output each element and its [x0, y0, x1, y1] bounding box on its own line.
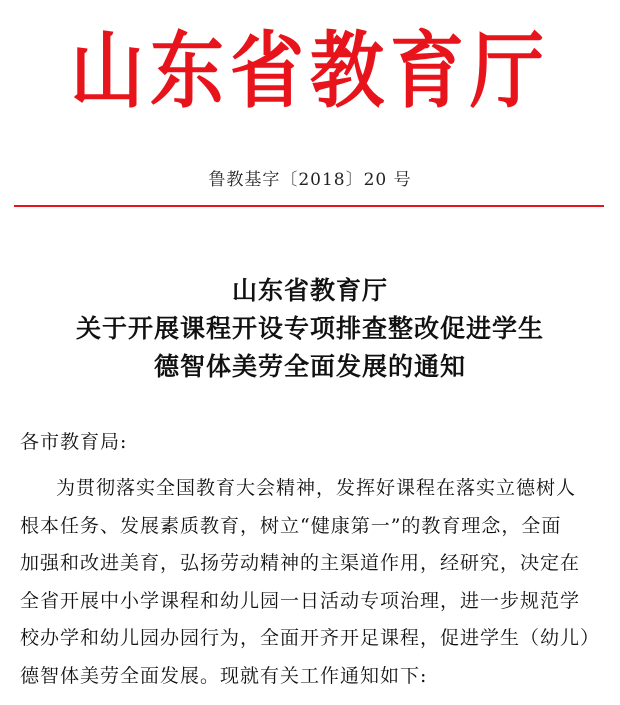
paragraph-line: 校办学和幼儿园办园行为，全面开齐开足课程，促进学生（幼儿）: [20, 627, 601, 649]
body-paragraph: [20, 470, 614, 695]
document-number: 鲁教基字〔2018〕20 号: [208, 170, 412, 190]
paragraph-line: 根本任务、发展素质教育，树立“健康第一”的教育理念，全面: [20, 514, 562, 537]
issuer-masthead: 山东省教育厅: [70, 23, 550, 120]
paragraph-line: 德智体美劳全面发展。现就有关工作通知如下:: [20, 664, 428, 687]
salutation: 各市教育局:: [20, 431, 128, 453]
paragraph-line: 全省开展中小学课程和幼儿园一日活动专项治理，进一步规范学: [20, 589, 581, 612]
title-line: 德智体美劳全面发展的通知: [153, 352, 466, 381]
red-divider-line: [14, 205, 604, 207]
title-line: 关于开展课程开设专项排查整改促进学生: [75, 314, 544, 343]
document-title: [0, 272, 620, 386]
paragraph-line: 加强和改进美育，弘扬劳动精神的主渠道作用，经研究，决定在: [20, 552, 581, 574]
title-line: 山东省教育厅: [231, 276, 388, 305]
paragraph-line: 为贯彻落实全国教育大会精神，发挥好课程在落实立德树人: [56, 477, 577, 499]
